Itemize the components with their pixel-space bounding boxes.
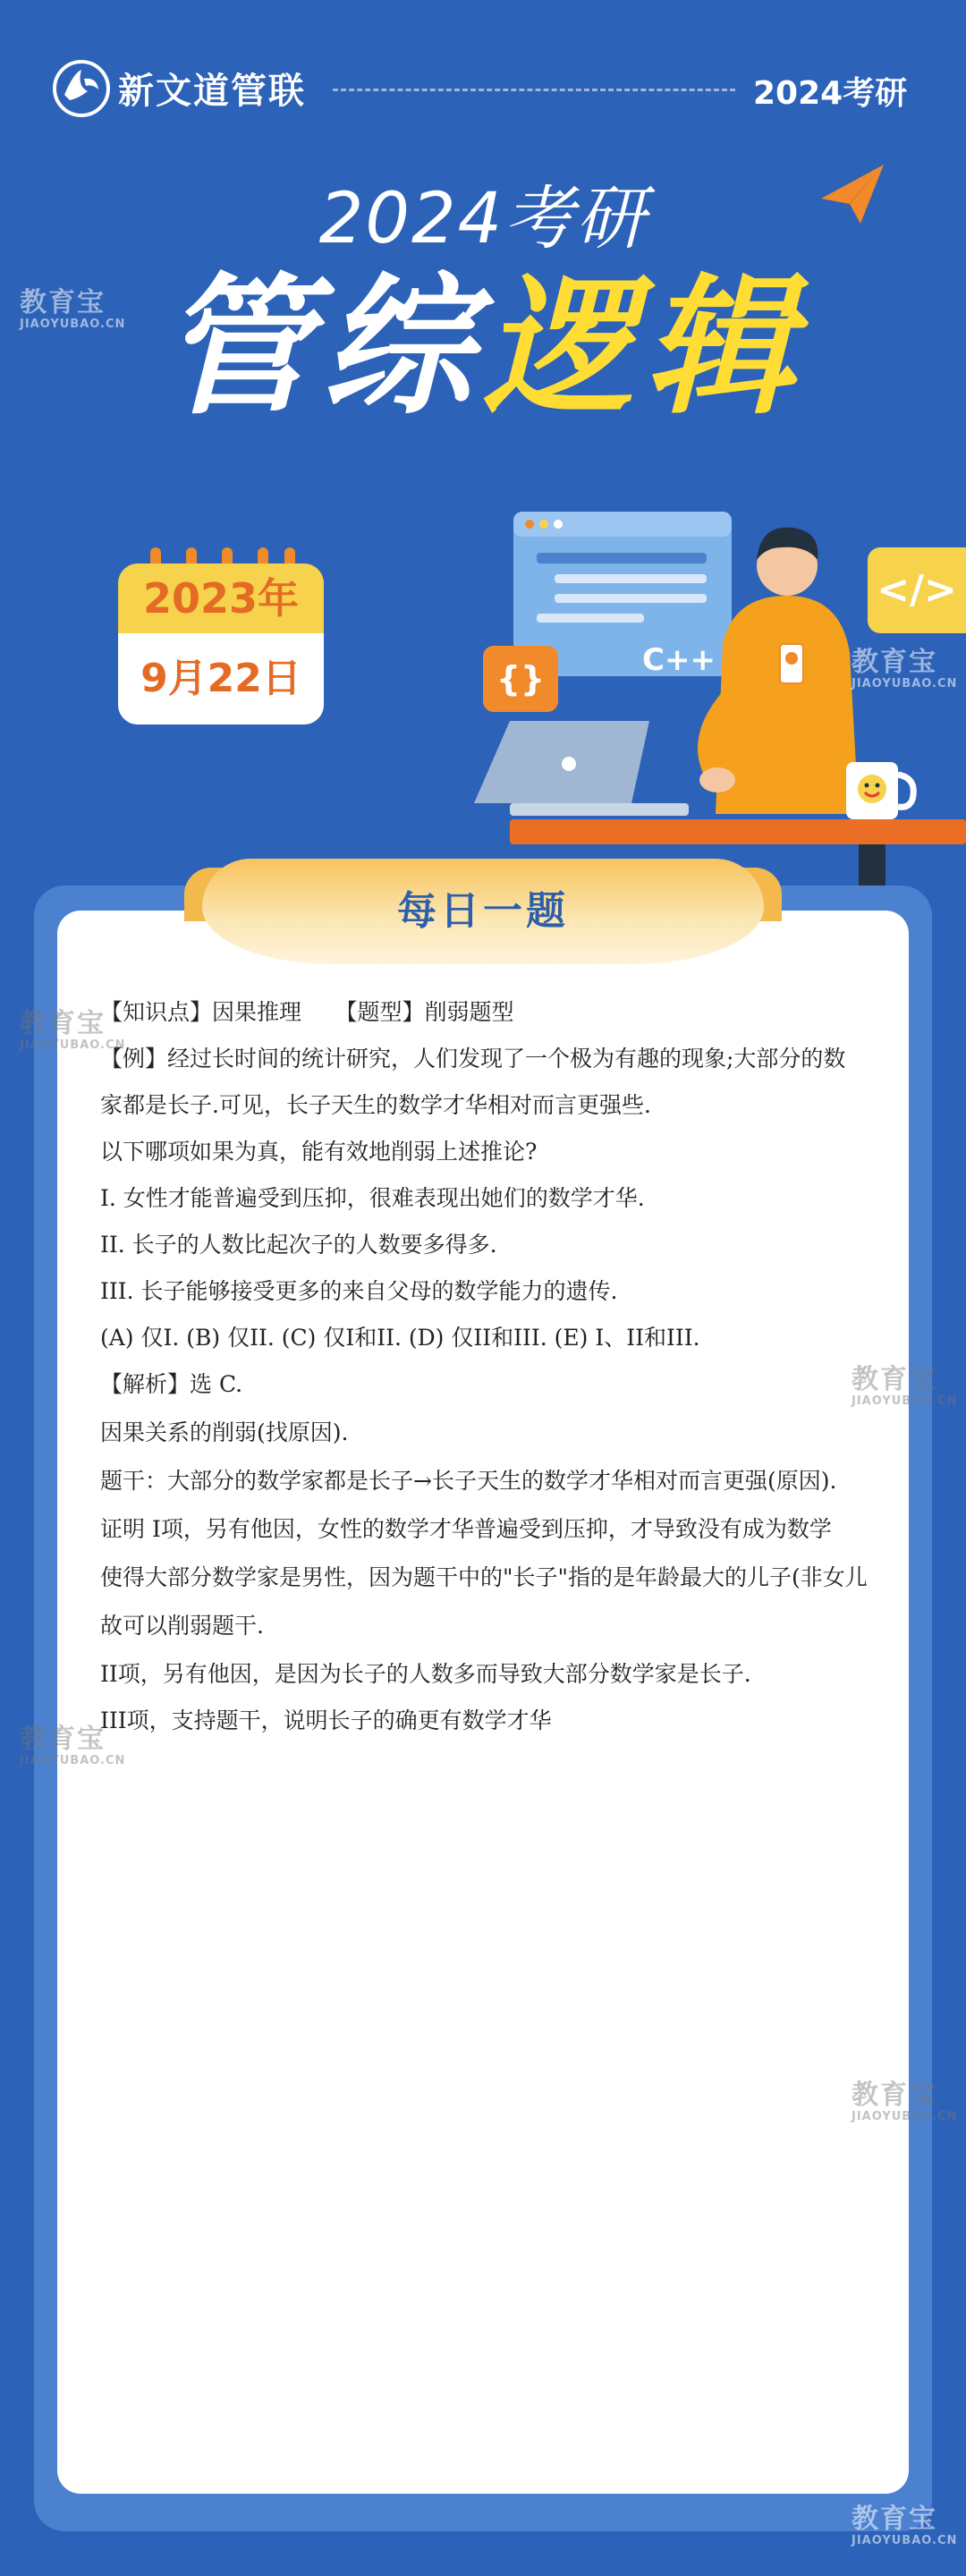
date-calendar — [118, 564, 324, 724]
watermark-main: 教育宝 — [852, 2080, 937, 2111]
header-edition: 2024考研 — [753, 75, 908, 112]
question-line: 家都是长子.可见，长子天生的数学才华相对而言更强些. — [100, 1092, 651, 1118]
watermark — [852, 2504, 957, 2547]
analysis-line: 因果关系的削弱(找原因). — [100, 1419, 349, 1445]
question-line: I. 女性才能普遍受到压抑，很难表现出她们的数学才华. — [100, 1185, 645, 1211]
watermark — [20, 288, 125, 331]
watermark-sub: JIAOYUBAO.CN — [852, 2534, 958, 2547]
cpp-label: C++ — [642, 642, 716, 678]
question-line: 【例】经过长时间的统计研究，人们发现了一个极为有趣的现象;大部分的数 — [100, 1046, 846, 1072]
analysis-line: II项，另有他因，是因为长子的人数多而导致大部分数学家是长子. — [100, 1661, 751, 1687]
analysis-line: 故可以削弱题干. — [100, 1613, 264, 1639]
section-title: 每日一题 — [202, 859, 764, 964]
hero-subtitle: 2024考研 — [318, 179, 648, 259]
watermark — [20, 1009, 125, 1052]
brand-logo-icon — [52, 59, 111, 118]
watermark-sub: JIAOYUBAO.CN — [852, 2110, 958, 2123]
calendar-date: 9月22日 — [118, 633, 324, 724]
analysis-line: 使得大部分数学家是男性，因为题干中的"长子"指的是年龄最大的儿子(非女儿 — [100, 1564, 868, 1590]
watermark-sub: JIAOYUBAO.CN — [852, 1394, 958, 1408]
hero-title-yellow: 逻辑 — [483, 259, 805, 435]
code-tag-icon: </> — [868, 547, 966, 633]
watermark-main: 教育宝 — [20, 1724, 106, 1755]
hero-title — [0, 258, 966, 436]
watermark — [852, 1365, 957, 1408]
analysis-line: 题干：大部分的数学家都是长子→长子天生的数学才华相对而言更强(原因). — [100, 1468, 837, 1494]
watermark-sub: JIAOYUBAO.CN — [852, 677, 958, 691]
analysis-line: 【解析】选 C. — [100, 1371, 243, 1397]
watermark-sub: JIAOYUBAO.CN — [20, 1038, 126, 1052]
watermark-main: 教育宝 — [852, 647, 937, 678]
watermark — [20, 1724, 125, 1767]
paper-plane-icon — [816, 159, 887, 231]
watermark-main: 教育宝 — [20, 1008, 106, 1039]
braces-tag-icon: {} — [483, 646, 558, 712]
header-divider — [333, 89, 735, 91]
watermark-main: 教育宝 — [20, 287, 106, 318]
analysis-line: III项，支持题干，说明长子的确更有数学才华 — [100, 1707, 552, 1733]
calendar-year: 2023年 — [118, 564, 324, 633]
watermark-main: 教育宝 — [852, 2504, 937, 2535]
question-line: 以下哪项如果为真，能有效地削弱上述推论? — [100, 1139, 538, 1165]
watermark — [852, 2080, 957, 2123]
question-line: III. 长子能够接受更多的来自父母的数学能力的遗传. — [100, 1278, 618, 1304]
brand-name: 新文道管联 — [118, 71, 306, 112]
question-line: 【知识点】因果推理 【题型】削弱题型 — [100, 999, 514, 1025]
watermark-sub: JIAOYUBAO.CN — [20, 318, 126, 331]
watermark-sub: JIAOYUBAO.CN — [20, 1754, 126, 1767]
hero-title-white: 管综 — [161, 259, 483, 435]
watermark — [852, 648, 957, 691]
watermark-main: 教育宝 — [852, 1364, 937, 1395]
analysis-line: 证明 I项，另有他因，女性的数学才华普遍受到压抑，才导致没有成为数学 — [100, 1516, 832, 1542]
question-line: II. 长子的人数比起次子的人数要多得多. — [100, 1232, 497, 1258]
answer-options: (A) 仅I. (B) 仅II. (C) 仅I和II. (D) 仅II和III. (E) I、II和III. — [100, 1325, 700, 1351]
